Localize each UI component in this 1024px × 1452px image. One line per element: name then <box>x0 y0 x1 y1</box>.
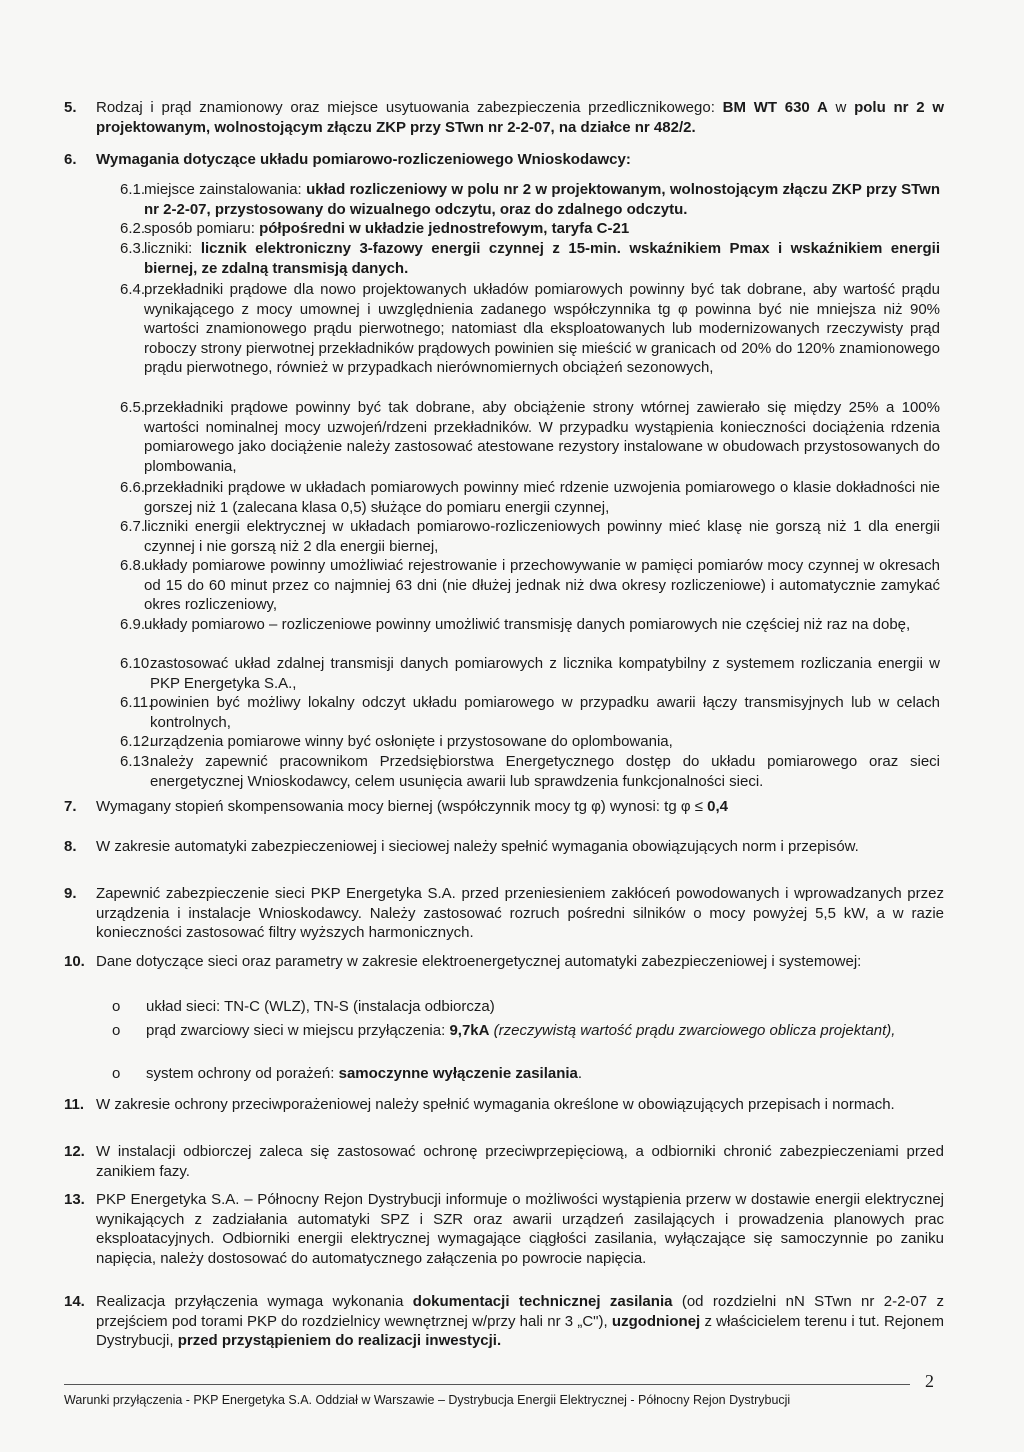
subsection-text: zastosować układ zdalnej transmisji danych pomiarowych z licznika kompatybilny z systemem rozliczania energii w PKP Energetyka S.A., <box>150 655 940 692</box>
subsection-text: przekładniki prądowe w układach pomiarowych powinny mieć rdzenie uzwojenia pomiarowego o klasie dokładności nie gorszej niż 1 (zalecana klasa 0,5) służące do pomiaru energii czynnej, <box>144 479 940 516</box>
section-text: Zapewnić zabezpieczenie sieci PKP Energetyka S.A. przed przeniesieniem zakłóceń powodowanych i wprowadzanych przez urządzenia i instalacje Wnioskodawcy. Należy zastosować rozruch pośredni silników o mocy powyżej 5,5 kW, a w razie konieczności zastosować filtry wyższych harmonicznych. <box>96 885 944 941</box>
subsection-number: 6.1. <box>120 181 146 198</box>
subsection-6-9 <box>120 615 940 635</box>
subsection-number: 6.4. <box>120 281 146 298</box>
subsection-number: 6.7. <box>120 518 146 535</box>
subsection-text: liczniki energii elektrycznej w układach pomiarowo-rozliczeniowych powinny mieć klasę nie gorszą niż 1 dla energii czynnej i nie gorszą niż 2 dla energii biernej, <box>144 518 940 555</box>
section-text: Realizacja przyłączenia wymaga wykonania dokumentacji technicznej zasilania (od rozdzielni nN STwn nr 2-2-07 z przejściem pod torami PKP do rozdzielnicy wewnętrznej w/przy hali nr 3 „C"), uzgodnionej z właścicielem terenu i tut. Rejonem Dystrybucji, przed przystąpieniem do realizacji inwestycji. <box>96 1293 944 1349</box>
section-number: 10. <box>64 953 85 970</box>
section-13 <box>64 1190 944 1268</box>
section-9 <box>64 884 944 943</box>
subsection-text: urządzenia pomiarowe winny być osłonięte i przystosowane do oplombowania, <box>150 733 673 750</box>
section-text: Dane dotyczące sieci oraz parametry w zakresie elektroenergetycznej automatyki zabezpieczeniowej i systemowej: <box>96 953 862 970</box>
section-8 <box>64 837 944 857</box>
section-6 <box>64 150 944 170</box>
section-5 <box>64 98 944 137</box>
subsection-text: przekładniki prądowe dla nowo projektowanych układów pomiarowych powinny być tak dobrane, aby wartość prądu wynikającego z mocy umownej i uwzględnienia zadanego współczynnika tg φ powinna być nie mniejsza niż 90% wartości znamionowego prądu pierwotnego; natomiast dla eksploatowanych lub modernizowanych rzeczywisty prąd roboczy strony pierwotnej przekładników prądowych powinien się mieścić w granicach od 20% do 120% znamionowego prądu pierwotnego, również w przypadkach nierównomiernych obciążeń sezonowych, <box>144 281 940 376</box>
subsection-text: powinien być możliwy lokalny odczyt układu pomiarowego w przypadku awarii łączy transmisyjnych lub w celach kontrolnych, <box>150 694 940 731</box>
bullet-text: prąd zwarciowy sieci w miejscu przyłączenia: 9,7kA (rzeczywistą wartość prądu zwarciowego oblicza projektant), <box>146 1022 896 1039</box>
subsection-6-11 <box>120 693 940 732</box>
section-12 <box>64 1142 944 1181</box>
section-number: 8. <box>64 838 77 855</box>
subsection-6-1 <box>120 180 940 219</box>
section-number: 12. <box>64 1143 85 1160</box>
subsection-6-10 <box>120 654 940 693</box>
section-10 <box>64 952 944 972</box>
section-number: 9. <box>64 885 77 902</box>
bullet-text: system ochrony od porażeń: samoczynne wyłączenie zasilania. <box>146 1065 583 1082</box>
page-number: 2 <box>925 1371 934 1391</box>
bullet-marker: o <box>112 1022 121 1039</box>
bullet-item-short-circuit-current <box>112 1021 942 1041</box>
subsection-6-6 <box>120 478 940 517</box>
subsection-number: 6.2. <box>120 220 146 237</box>
subsection-6-12 <box>120 732 940 752</box>
section-text: W zakresie ochrony przeciwporażeniowej należy spełnić wymagania określone w obowiązujących przepisach i normach. <box>96 1096 895 1113</box>
bullet-text: układ sieci: TN-C (WLZ), TN-S (instalacja odbiorcza) <box>146 998 495 1015</box>
subsection-number: 6.12. <box>120 733 154 750</box>
section-number: 5. <box>64 99 77 116</box>
bullet-marker: o <box>112 1065 121 1082</box>
subsection-6-3 <box>120 239 940 278</box>
section-text: PKP Energetyka S.A. – Północny Rejon Dystrybucji informuje o możliwości wystąpienia przerw w dostawie energii elektrycznej wynikających z zadziałania automatyki SPZ i SZR oraz awarii urządzeń zasilających i prowadzenia planowych prac eksploatacyjnych. Odbiorniki energii elektrycznej wymagające ciągłości zasilania, wyłączające się samoczynnie po zaniku napięcia, należy dostosować do automatycznego załączenia po powrocie napięcia. <box>96 1191 944 1267</box>
subsection-number: 6.10. <box>120 655 154 672</box>
section-number: 14. <box>64 1293 85 1310</box>
subsection-text: przekładniki prądowe powinny być tak dobrane, aby obciążenie strony wtórnej zawierało się między 25% a 100% wartości nominalnej mocy uzwojeń/rdzeni przekładników. W przypadku wystąpienia konieczności dociążenia rdzenia pomiarowego jako dociążenie należy zastosować atestowane rezystory instalowane w obudowach przystosowanych do plombowania, <box>144 399 940 475</box>
section-text: W zakresie automatyki zabezpieczeniowej i sieciowej należy spełnić wymagania obowiązujących norm i przepisów. <box>96 838 859 855</box>
bullet-item-shock-protection <box>112 1064 942 1084</box>
section-text: W instalacji odbiorczej zaleca się zastosować ochronę przeciwprzepięciową, a odbiorniki chronić zabezpieczeniami przed zanikiem fazy. <box>96 1143 944 1180</box>
section-number: 11. <box>64 1096 85 1113</box>
section-7 <box>64 797 944 817</box>
subsection-text: należy zapewnić pracownikom Przedsiębiorstwa Energetycznego dostęp do układu pomiarowego oraz sieci energetycznej Wnioskodawcy, celem usunięcia awarii lub sprawdzenia funkcjonalności sieci. <box>150 753 940 790</box>
subsection-number: 6.9. <box>120 616 146 633</box>
subsection-6-2 <box>120 219 940 239</box>
subsection-text: układy pomiarowo – rozliczeniowe powinny umożliwić transmisję danych pomiarowych nie częściej niż raz na dobę, <box>144 616 911 633</box>
subsection-number: 6.3. <box>120 240 146 257</box>
bullet-marker: o <box>112 998 121 1015</box>
section-heading: Wymagania dotyczące układu pomiarowo-rozliczeniowego Wnioskodawcy: <box>96 151 631 168</box>
subsection-text: liczniki: licznik elektroniczny 3-fazowy energii czynnej z 15-min. wskaźnikiem Pmax i wskaźnikiem energii biernej, ze zdalną transmisją danych. <box>144 240 940 277</box>
footer-divider <box>64 1384 910 1385</box>
subsection-6-5 <box>120 398 940 476</box>
subsection-6-7 <box>120 517 940 556</box>
subsection-number: 6.8. <box>120 557 146 574</box>
subsection-text: układy pomiarowe powinny umożliwiać rejestrowanie i przechowywanie w pamięci pomiarów mocy czynnej w okresach od 15 do 60 minut przez co najmniej 63 dni (nie dłużej jednak niż dwa okresy rozliczeniowe) i automatycznie zamykać okres rozliczeniowy, <box>144 557 940 613</box>
section-number: 13. <box>64 1191 85 1208</box>
section-text: Rodzaj i prąd znamionowy oraz miejsce usytuowania zabezpieczenia przedlicznikowego: BM WT 630 A w polu nr 2 w projektowanym, wolnostojącym złączu ZKP przy STwn nr 2-2-07, na działce nr 482/2. <box>96 99 944 136</box>
section-11 <box>64 1095 944 1115</box>
subsection-6-4 <box>120 280 940 378</box>
subsection-text: sposób pomiaru: półpośredni w układzie jednostrefowym, taryfa C-21 <box>144 220 630 237</box>
section-number: 7. <box>64 798 77 815</box>
subsection-number: 6.5. <box>120 399 146 416</box>
subsection-number: 6.11. <box>120 694 153 711</box>
subsection-6-8 <box>120 556 940 615</box>
subsection-number: 6.6. <box>120 479 146 496</box>
section-text: Wymagany stopień skompensowania mocy biernej (współczynnik mocy tg φ) wynosi: tg φ ≤ 0,4 <box>96 798 728 815</box>
subsection-6-13 <box>120 752 940 791</box>
section-14 <box>64 1292 944 1351</box>
bullet-item-network-layout <box>112 997 942 1017</box>
page-footer: Warunki przyłączenia - PKP Energetyka S.A. Oddział w Warszawie – Dystrybucja Energii Elektrycznej - Północny Rejon Dystrybucji <box>64 1393 791 1407</box>
subsection-text: miejsce zainstalowania: układ rozliczeniowy w polu nr 2 w projektowanym, wolnostojącym złączu ZKP przy STwn nr 2-2-07, przystosowany do wizualnego odczytu, oraz do zdalnego odczytu. <box>144 181 940 218</box>
subsection-number: 6.13. <box>120 753 154 770</box>
section-number: 6. <box>64 151 77 168</box>
